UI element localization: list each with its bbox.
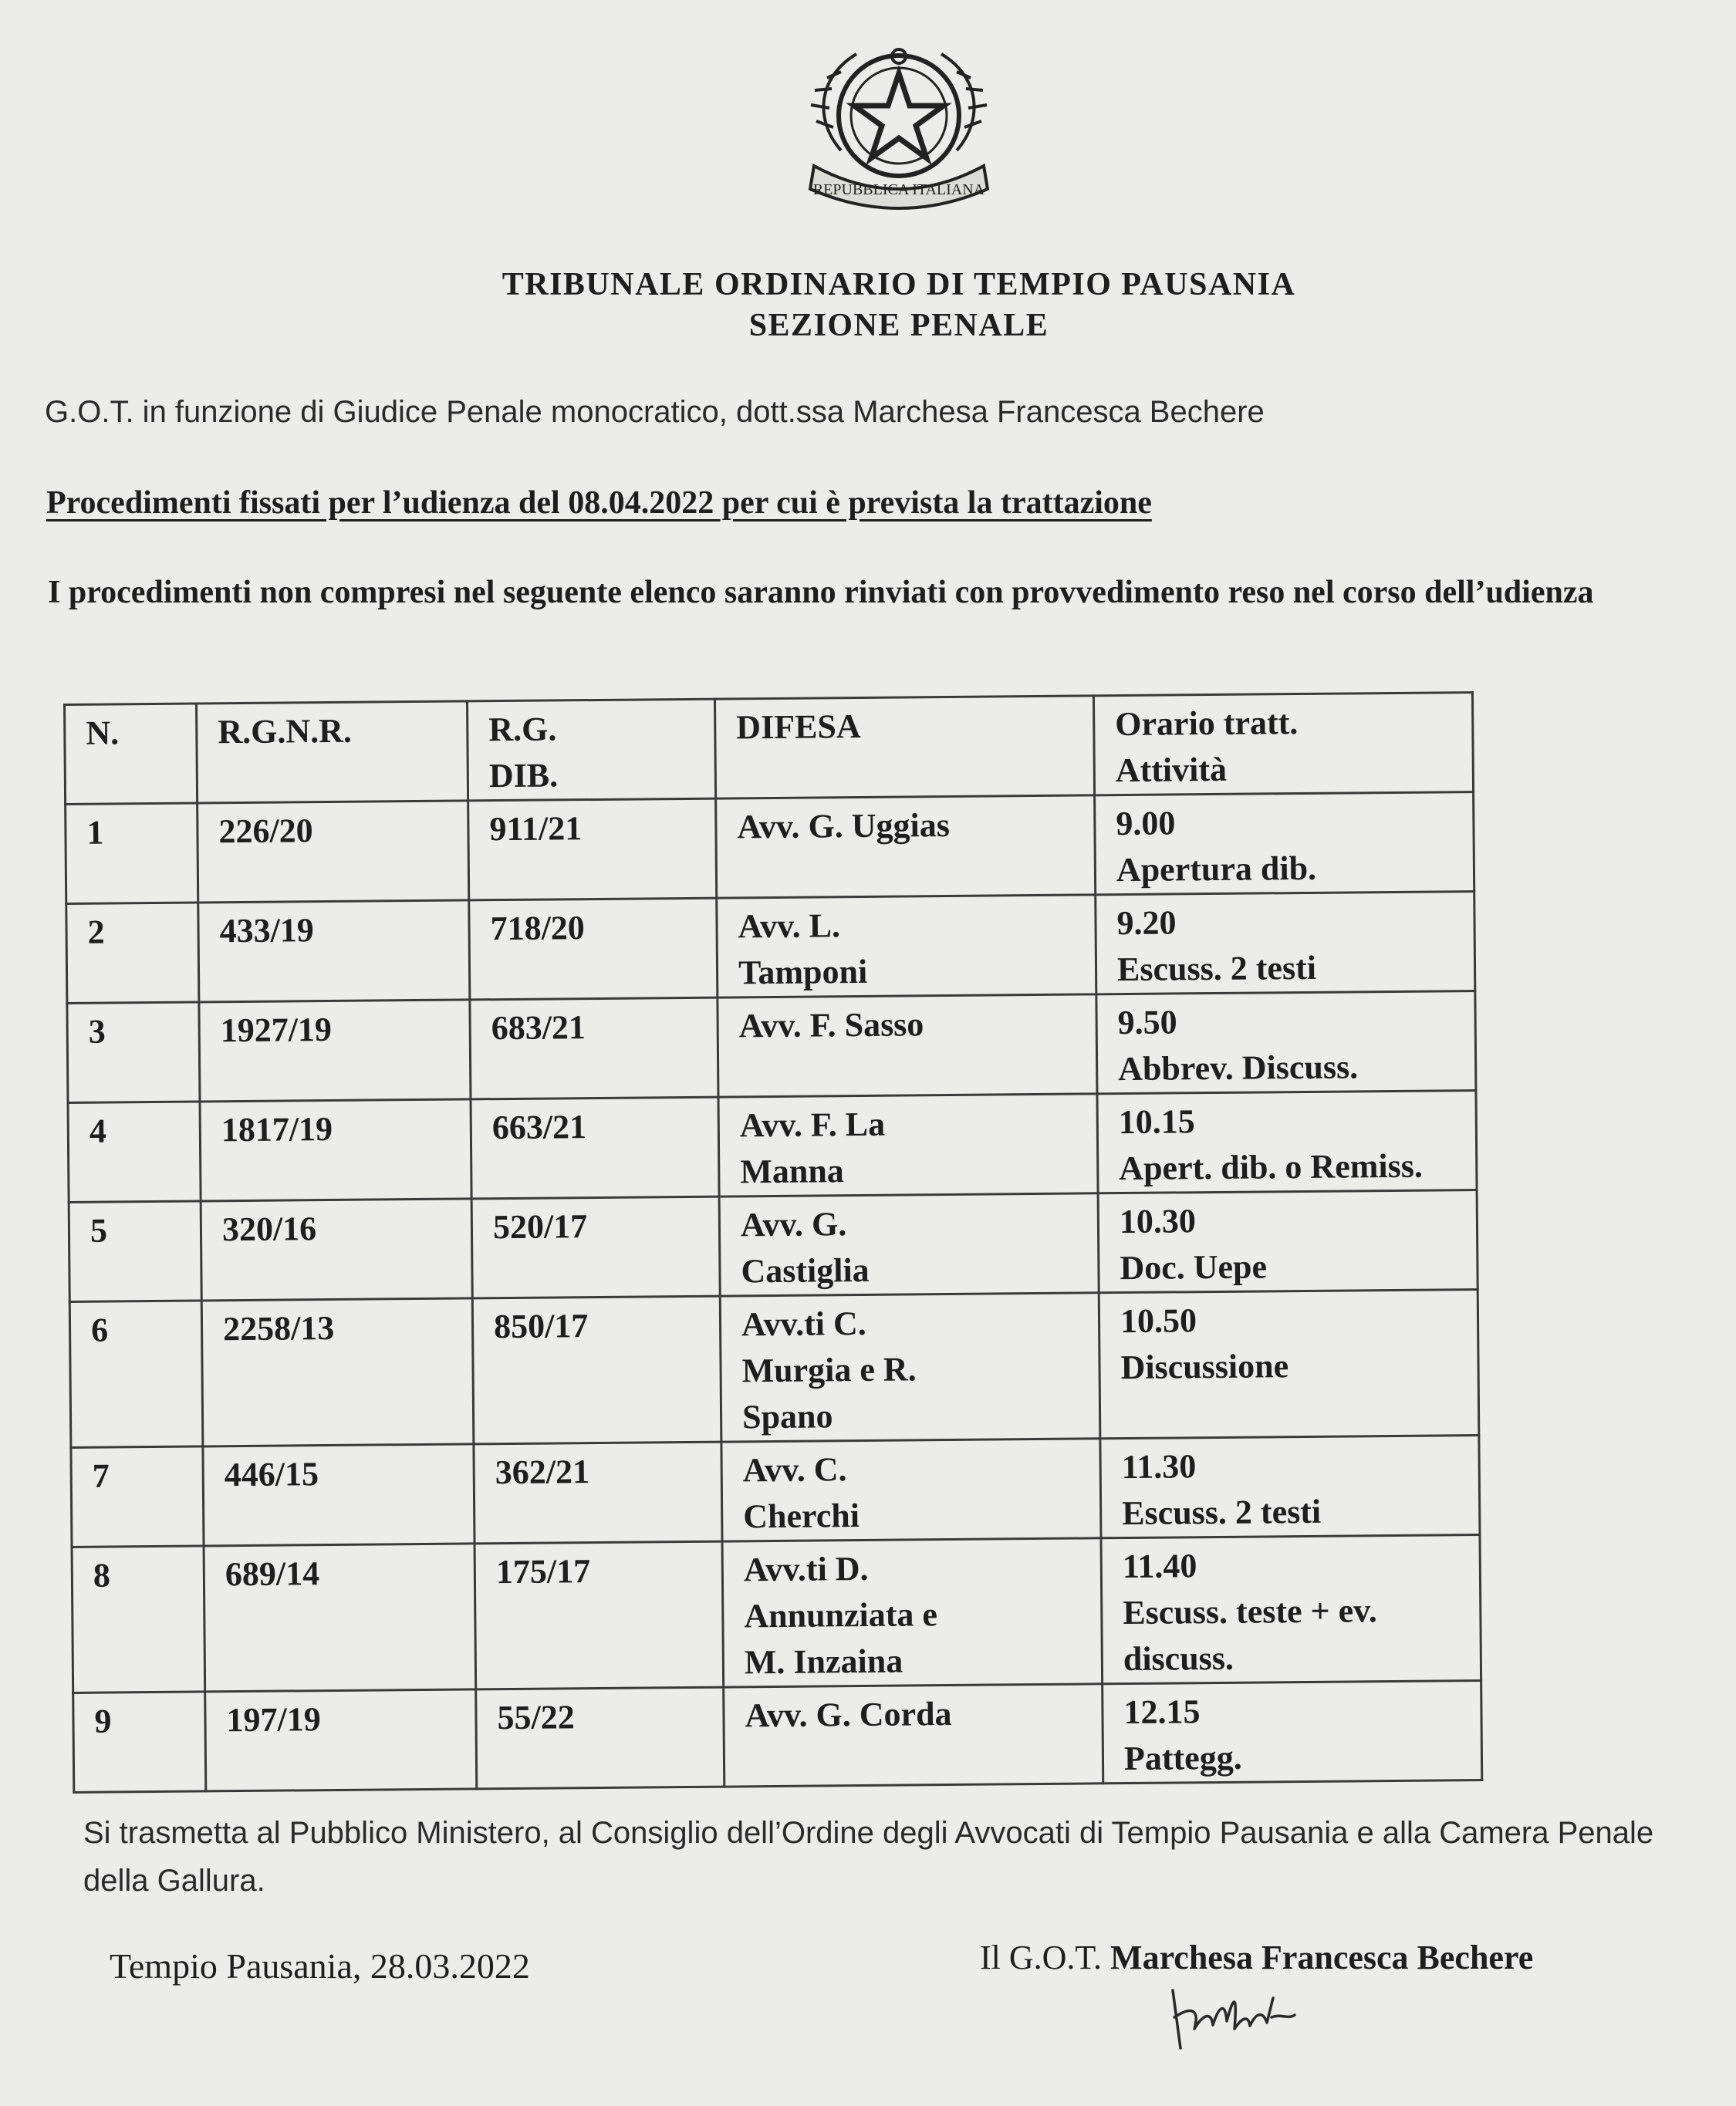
- cell-difesa: [718, 1094, 1098, 1196]
- svg-text:REPUBBLICA ITALIANA: REPUBBLICA ITALIANA: [812, 181, 985, 198]
- cell-difesa-line: Avv. G.: [740, 1205, 847, 1244]
- cell-difesa-line: Avv. F. La: [739, 1105, 886, 1145]
- cell-activity: Apertura dib.: [1116, 849, 1317, 889]
- table-row: [71, 1436, 1480, 1547]
- cell-n: 8: [72, 1546, 205, 1693]
- header-difesa: DIFESA: [714, 696, 1094, 798]
- transmission-note: Si trasmetta al Pubblico Ministero, al Consiglio dell’Ordine degli Avvocati di Tempio Pausania e alla Camera Penale della Gallura.: [83, 1816, 1654, 1898]
- cell-difesa-line: Avv. C.: [742, 1450, 847, 1490]
- cell-time: 9.50: [1117, 1003, 1177, 1042]
- signer: [980, 1938, 1533, 1977]
- cell-activity: Pattegg.: [1123, 1738, 1242, 1778]
- cell-difesa: [720, 1293, 1100, 1442]
- table-body: [66, 792, 1482, 1793]
- cell-difesa-line: M. Inzaina: [744, 1642, 903, 1682]
- cell-n: 2: [66, 903, 199, 1003]
- cell-activity: Doc. Uepe: [1120, 1247, 1268, 1288]
- cell-difesa: [716, 795, 1096, 898]
- handwritten-signature: [1157, 1975, 1312, 2060]
- cell-n: 3: [67, 1002, 200, 1102]
- cell-difesa: [721, 1439, 1101, 1541]
- header-orario-line: Orario tratt.: [1115, 704, 1299, 744]
- header-rgdib-line: DIB.: [488, 756, 559, 795]
- cell-difesa: [722, 1538, 1103, 1687]
- cell-n: 1: [66, 803, 198, 903]
- notice-text: I procedimenti non compresi nel seguente elenco saranno rinviati con provvedimento reso nel corso dell’udienza: [48, 575, 1594, 610]
- cell-rgdib: 718/20: [469, 898, 718, 1000]
- header-orario-line: Attività: [1115, 750, 1228, 790]
- cell-time: 10.15: [1118, 1102, 1195, 1142]
- cell-difesa-line: Avv. F. Sasso: [738, 1005, 924, 1045]
- cell-difesa-line: Avv.ti D.: [743, 1549, 869, 1589]
- cell-orario: [1097, 1091, 1477, 1193]
- table-row: [73, 1681, 1482, 1793]
- cell-rgdib: 683/21: [470, 997, 718, 1099]
- cell-orario: [1096, 892, 1475, 994]
- table-row: [66, 892, 1475, 1004]
- cell-time: 9.20: [1116, 903, 1177, 943]
- cell-orario: [1103, 1681, 1482, 1784]
- cell-orario: [1098, 1190, 1478, 1293]
- place-date: Tempio Pausania, 28.03.2022: [110, 1946, 530, 1986]
- cell-rgnr: 1927/19: [199, 1000, 471, 1102]
- cell-activity: discuss.: [1123, 1639, 1234, 1679]
- header-orario: [1093, 693, 1473, 795]
- cell-time: 10.50: [1120, 1301, 1197, 1341]
- table-row: [72, 1535, 1481, 1693]
- cell-rgnr: 689/14: [204, 1544, 476, 1692]
- cell-n: 5: [69, 1201, 201, 1301]
- cell-difesa-line: Spano: [741, 1397, 833, 1436]
- hearing-title: Procedimenti fissati per l’udienza del 08.04.2022 per cui è prevista la trattazione: [46, 485, 1152, 521]
- cell-difesa: [724, 1684, 1103, 1787]
- cell-difesa-line: Avv. G. Corda: [745, 1695, 952, 1735]
- cell-n: 9: [73, 1692, 206, 1792]
- cell-time: 12.15: [1123, 1693, 1201, 1732]
- table-row: [67, 991, 1476, 1103]
- cell-rgnr: 446/15: [203, 1444, 475, 1546]
- cell-activity: Apert. dib. o Remiss.: [1119, 1146, 1424, 1188]
- cell-rgdib: 175/17: [475, 1541, 724, 1689]
- cell-rgdib: 850/17: [472, 1296, 721, 1444]
- cell-rgnr: 1817/19: [200, 1099, 471, 1201]
- cell-rgdib: 663/21: [471, 1097, 719, 1199]
- cell-orario: [1099, 1290, 1479, 1439]
- cell-time: 11.40: [1122, 1547, 1197, 1586]
- cell-rgnr: 433/19: [198, 900, 470, 1002]
- hearing-table: [63, 691, 1483, 1794]
- table-row: [69, 1290, 1479, 1448]
- table-header-row: [65, 693, 1474, 805]
- cell-time: 9.00: [1116, 804, 1176, 843]
- cell-rgnr: 320/16: [201, 1199, 472, 1301]
- cell-difesa-line: Tamponi: [738, 952, 868, 992]
- cell-orario: [1095, 792, 1474, 895]
- cell-difesa: [719, 1193, 1099, 1296]
- table-row: [69, 1190, 1478, 1302]
- cell-time: 11.30: [1121, 1447, 1197, 1487]
- cell-rgdib: 55/22: [476, 1687, 724, 1789]
- cell-rgdib: 362/21: [474, 1442, 722, 1544]
- header-n: N.: [65, 704, 198, 804]
- cell-difesa-line: Cherchi: [743, 1497, 860, 1536]
- cell-difesa-line: Manna: [740, 1152, 845, 1191]
- cell-difesa-line: Avv.ti C.: [741, 1304, 866, 1344]
- judge-line: G.O.T. in funzione di Giudice Penale monocratico, dott.ssa Marchesa Francesca Bechere: [45, 395, 1265, 429]
- cell-rgnr: 2258/13: [201, 1298, 474, 1446]
- italian-republic-emblem-icon: [795, 35, 1003, 220]
- cell-n: 4: [68, 1102, 201, 1202]
- cell-orario: [1096, 991, 1476, 1094]
- signer-prefix: Il G.O.T.: [980, 1939, 1103, 1976]
- cell-rgdib: 911/21: [468, 798, 717, 900]
- signer-name: Marchesa Francesca Bechere: [1110, 1939, 1534, 1976]
- cell-activity: Escuss. 2 testi: [1116, 948, 1317, 989]
- cell-difesa-line: Murgia e R.: [741, 1350, 917, 1390]
- cell-time: 10.30: [1119, 1202, 1197, 1241]
- cell-rgnr: 197/19: [205, 1689, 477, 1791]
- header-rgnr: R.G.N.R.: [197, 701, 468, 803]
- court-section: SEZIONE PENALE: [748, 308, 1049, 343]
- cell-activity: Discussione: [1120, 1347, 1289, 1387]
- cell-activity: Escuss. teste + ev.: [1123, 1591, 1377, 1632]
- cell-difesa-line: Castiglia: [741, 1250, 870, 1291]
- court-name: TRIBUNALE ORDINARIO DI TEMPIO PAUSANIA: [502, 267, 1296, 302]
- header-rgdib-line: R.G.: [488, 710, 557, 749]
- cell-rgnr: 226/20: [198, 801, 469, 903]
- cell-difesa-line: Avv. G. Uggias: [737, 805, 951, 846]
- cell-difesa: [717, 895, 1096, 997]
- cell-n: 6: [69, 1301, 203, 1447]
- header-rgdib: [467, 699, 715, 801]
- cell-n: 7: [71, 1446, 204, 1547]
- cell-rgdib: 520/17: [471, 1196, 720, 1298]
- cell-difesa-line: Annunziata e: [744, 1595, 938, 1635]
- table-row: [66, 792, 1474, 904]
- cell-activity: Abbrev. Discuss.: [1117, 1048, 1359, 1088]
- cell-orario: [1100, 1436, 1480, 1538]
- cell-orario: [1101, 1535, 1481, 1684]
- cell-difesa-line: Avv. L.: [738, 906, 841, 946]
- cell-difesa: [718, 994, 1097, 1097]
- cell-activity: Escuss. 2 testi: [1121, 1492, 1322, 1533]
- table-row: [68, 1091, 1477, 1203]
